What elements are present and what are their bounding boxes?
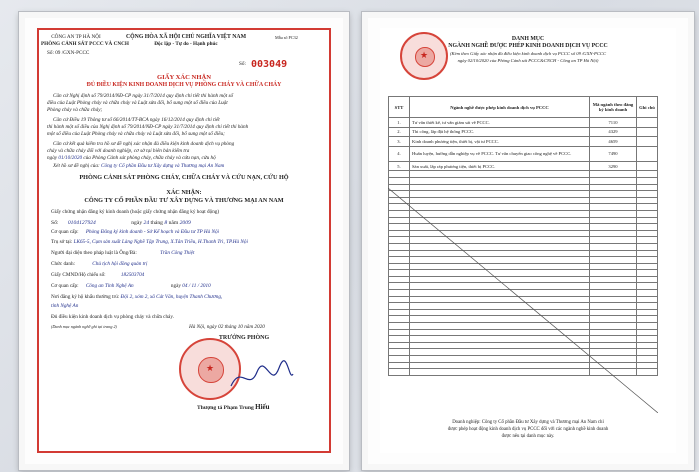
basis-line: một số điều của Luật Phòng cháy và chữa cháy và Luật sửa đổi, bổ sung một số điều;: [47, 131, 225, 137]
reg-org: Phòng Đăng ký kinh doanh - Sở Kế hoạch và Đầu tư TP Hà Nội: [85, 229, 219, 235]
table-cell-code: 7110: [590, 118, 637, 128]
company-name: CÔNG TY CỔ PHẦN ĐẦU TƯ XÂY DỰNG VÀ THƯƠNG MẠI AN NAM: [84, 197, 284, 204]
annex-footer: được nêu tại danh mục này.: [501, 434, 555, 439]
table-cell-note: [637, 146, 658, 161]
certificate-title: GIẤY XÁC NHẬN: [157, 74, 211, 81]
applicant-line: Xét hồ sơ đề nghị của: Công ty Cổ phần Đầu tư Xây dựng và Thương mại An Nam: [53, 163, 225, 169]
table-cell-name: Sản xuất, lắp ráp phương tiện, thiết bị PCCC.: [410, 161, 590, 171]
table-row: [389, 171, 658, 178]
rep-line: Người đại diện theo pháp luật là Ông/Bà: Trần Công Thiệt: [51, 250, 195, 256]
annex-reference-2: ngày 02/10/2020 của Phòng Cảnh sát PCCC&CNCH - Công an TP Hà Nội): [457, 58, 599, 63]
table-row: [389, 118, 658, 128]
table-row: [389, 146, 658, 161]
applicant-name: Công ty Cổ phần Đầu tư Xây dựng và Thương mại An Nam: [101, 163, 225, 169]
col-service: Ngành nghề được phép kinh doanh dịch vụ PCCC: [410, 97, 590, 118]
basis-line: cháy và chữa cháy đối với doanh nghiệp, cơ sở tại biên bản kiểm tra: [47, 148, 190, 154]
annex-page: [380, 28, 676, 453]
id-line: Giấy CMND/Hộ chiếu số: 182503704: [51, 272, 145, 278]
issuer: PHÒNG CẢNH SÁT PHÒNG CHÁY, CHỮA CHÁY VÀ CỨU NẠN, CỨU HỘ: [79, 174, 289, 181]
final-statement: Đủ điều kiện kinh doanh dịch vụ phòng cháy và chữa cháy.: [51, 314, 174, 320]
table-cell-stt: 1.: [389, 118, 410, 128]
annex-footer: được phép hoạt động kinh doanh dịch vụ PCCC đối với các ngành nghề kinh doanh: [447, 427, 609, 432]
table-cell-note: [637, 127, 658, 137]
table-cell-note: [637, 177, 658, 184]
table-cell-code: 4329: [590, 127, 637, 137]
table-cell-note: [637, 171, 658, 178]
col-note: Ghi chú: [637, 97, 658, 118]
address: Đội 2, xóm 2, xã Cát Văn, huyện Thanh Chương,: [120, 294, 223, 300]
table-cell-stt: [389, 177, 410, 184]
inspect-day: 01: [58, 155, 64, 161]
table-cell-stt: [389, 171, 410, 178]
signature-image: [227, 360, 297, 395]
hq-address: LK65-5, Cụm sản xuất Làng Nghề Tập Trung, X.Tân Triều, H.Thanh Trì, TP.Hà Nội: [73, 239, 248, 245]
doc-number: Số: 09 /GXN-PCCC: [47, 50, 90, 56]
top-left-org: CÔNG AN TP HÀ NỘI: [51, 34, 101, 40]
id-org-line: Cơ quan cấp: Công an Tỉnh Nghệ An ngày 04 / 11 / 2010: [51, 283, 211, 289]
serial-number: 003049: [251, 59, 288, 70]
table-cell-code: 7490: [590, 146, 637, 161]
table-cell-name: [410, 177, 590, 184]
table-header-row: [389, 97, 658, 118]
motto: Độc lập - Tự do - Hạnh phúc: [154, 41, 218, 47]
reg-month: 8: [164, 220, 168, 226]
table-row: [389, 127, 658, 137]
table-cell-name: Thi công, lắp đặt hệ thống PCCC.: [410, 127, 590, 137]
annex-title: NGÀNH NGHỀ ĐƯỢC PHÉP KINH DOANH DỊCH VỤ PCCC: [448, 43, 608, 49]
basis-line: điều của Luật Phòng cháy và chữa cháy và Luật sửa đổi, bổ sung một số điều của Luật: [47, 100, 228, 106]
address-line: Nơi đăng ký hộ khẩu thường trú: Đội 2, xóm 2, xã Cát Văn, huyện Thanh Chương,: [51, 294, 223, 300]
left-certificate-frame: [19, 12, 349, 470]
address-line-2: tỉnh Nghệ An: [51, 303, 79, 309]
annex-reference: (Kèm theo Giấy xác nhận đủ điều kiện kinh doanh dịch vụ PCCC số 09 /GXN-PCCC: [449, 51, 607, 56]
col-stt: STT: [389, 97, 410, 118]
title-line: Chức danh: Chủ tịch hội đồng quản trị: [51, 261, 148, 267]
table-cell-code: 3290: [590, 161, 637, 171]
table-cell-stt: 2.: [389, 127, 410, 137]
basis-line: thi hành một số điều của Nghị định số 79/2014/NĐ-CP ngày 31/7/2014 quy định chi tiết thi hành: [47, 124, 249, 130]
table-cell-name: Huấn luyện, hướng dẫn nghiệp vụ về PCCC. Tư vấn chuyển giao công nghệ về PCCC.: [410, 146, 590, 161]
rep-title: Chủ tịch hội đồng quản trị: [92, 261, 148, 267]
reg-number: 0104127924: [67, 220, 96, 226]
table-row: [389, 161, 658, 171]
signer-name: Hiếu: [255, 403, 270, 411]
star-icon: ★: [419, 51, 429, 61]
inspect-year: 2020: [71, 155, 83, 161]
place-date: Hà Nội, ngày 02 tháng 10 năm 2020: [189, 324, 265, 330]
table-row: [389, 137, 658, 147]
confirm-heading: XÁC NHẬN:: [166, 189, 202, 196]
table-cell-note: [637, 161, 658, 171]
table-cell-stt: 5.: [389, 161, 410, 171]
reg-number-line: Số: 0104127924 ngày 24 tháng 8 năm 2009: [51, 220, 191, 226]
basis-line: ngày 01/10/2020 của Phòng Cảnh sát phòng cháy, chữa cháy và cứu nạn, cứu hộ: [47, 155, 216, 161]
rep-name: Trần Công Thiệt: [160, 250, 195, 256]
reg-org-line: Cơ quan cấp: Phòng Đăng ký kinh doanh - Sở Kế hoạch và Đầu tư TP Hà Nội: [51, 229, 219, 235]
basis-line: Phòng cháy và chữa cháy;: [47, 107, 103, 113]
table-cell-note: [637, 137, 658, 147]
table-cell-code: 4659: [590, 137, 637, 147]
col-code: Mã ngành theo đăng ký kinh doanh: [590, 97, 637, 118]
void-diagonal: [388, 188, 658, 413]
reg-year: 2009: [179, 220, 191, 226]
id-date: 04 / 11 / 2010: [182, 283, 211, 289]
sign-title: TRƯỞNG PHÒNG: [218, 335, 270, 341]
reg-label: Giấy chứng nhận đăng ký kinh doanh (hoặc giấy chứng nhận đăng ký hoạt động): [51, 209, 220, 215]
basis-line: Căn cứ kết quả kiểm tra hồ sơ đề nghị xác nhận đủ điều kiện kinh doanh dịch vụ phòng: [53, 141, 235, 147]
inspect-month: 10: [65, 155, 71, 161]
table-cell-code: [590, 171, 637, 178]
certificate-page: [37, 28, 331, 453]
id-number: 182503704: [120, 272, 145, 278]
nation-heading: CỘNG HÒA XÃ HỘI CHỦ NGHĨA VIỆT NAM: [125, 34, 247, 40]
star-icon: ★: [205, 364, 215, 374]
right-certificate-frame: [362, 12, 694, 470]
annex-header: DANH MỤC: [511, 36, 545, 42]
table-cell-name: Kinh doanh phương tiện, thiết bị, vật tư PCCC.: [410, 137, 590, 147]
signer-line: Thượng tá Phạm Trung Hiếu: [197, 403, 270, 411]
certificate-subtitle: ĐỦ ĐIỀU KIỆN KINH DOANH DỊCH VỤ PHÒNG CHÁY VÀ CHỮA CHÁY: [86, 82, 282, 88]
table-cell-code: [590, 177, 637, 184]
top-left-dept: PHÒNG CẢNH SÁT PCCC VÀ CNCH: [41, 41, 129, 47]
id-org: Công an Tỉnh Nghệ An: [85, 283, 134, 289]
table-cell-name: [410, 171, 590, 178]
basis-line: Căn cứ Điều 19 Thông tư số 66/2014/TT-BCA ngày 16/12/2014 quy định chi tiết: [53, 117, 220, 123]
table-cell-stt: 3.: [389, 137, 410, 147]
form-code: Mẫu số PC32: [275, 35, 298, 40]
basis-line: Căn cứ Nghị định số 79/2014/NĐ-CP ngày 31/7/2014 quy định chi tiết thi hành một số: [53, 93, 234, 99]
table-row: [389, 177, 658, 184]
serial-label: Số:: [239, 61, 246, 67]
table-cell-name: Tư vấn thiết kế, tư vấn giám sát về PCCC.: [410, 118, 590, 128]
table-cell-note: [637, 118, 658, 128]
annex-footer: Doanh nghiệp: Công ty Cổ phần Đầu tư Xây dựng và Thương mại An Nam chỉ: [452, 420, 604, 425]
table-cell-stt: 4.: [389, 146, 410, 161]
hq-line: Trụ sở tại: LK65-5, Cụm sản xuất Làng Nghề Tập Trung, X.Tân Triều, H.Thanh Trì, TP.Hà Nội: [51, 239, 248, 245]
reg-day: 24: [143, 220, 150, 226]
page-note: (Danh mục ngành nghề ghi tại trang 2): [51, 324, 117, 329]
